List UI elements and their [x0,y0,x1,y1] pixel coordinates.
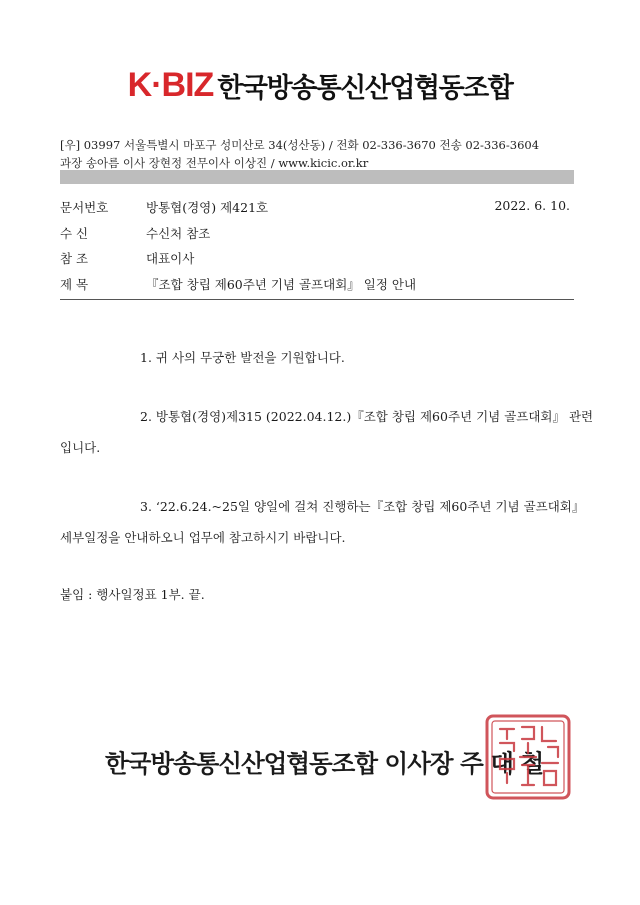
recipient-row [60,224,210,242]
paragraph-3-line-1: 3. ‘22.6.24.~25일 양일에 걸쳐 진행하는『조합 창립 제60주년 기념 골프대회』 [140,499,585,514]
document-date: 2022. 6. 10. [494,198,570,213]
kbiz-logo: K·BIZ [127,66,214,104]
reference-row [60,249,194,267]
doc-number-label: 문서번호 [60,200,109,215]
reference: 대표이사 [146,251,195,266]
signature-line: 한국방송통신산업협동조합 이사장 주 대 철 [105,749,544,778]
recipient: 수신처 참조 [146,226,211,241]
organization-name: 한국방송통신산업협동조합 [217,73,513,104]
doc-number: 방통협(경영) 제421호 [146,200,269,215]
official-seal-icon [484,713,572,801]
address-line: [우] 03997 서울특별시 마포구 성미산로 34(성산동) / 전화 02-336-3670 전송 02-336-3604 [60,138,540,152]
attachment-note: 붙임 : 행사일정표 1부. 끝. [60,587,205,602]
subject-row [60,275,416,293]
subject: 『조합 창립 제60주년 기념 골프대회』 일정 안내 [146,277,417,292]
staff-line: 과장 송아름 이사 장현정 전무이사 이상진 / www.kicic.or.kr [60,156,369,170]
paragraph-1: 1. 귀 사의 무궁한 발전을 기원합니다. [140,350,345,365]
paragraph-3-line-2: 세부일정을 안내하오니 업무에 참고하시기 바랍니다. [60,530,346,545]
paragraph-2-line-2: 입니다. [60,440,101,455]
reference-label: 참 조 [60,251,89,266]
letterhead-logo [0,66,640,105]
header-divider-band [60,170,574,184]
subject-label: 제 목 [60,277,89,292]
subject-divider [60,299,574,300]
paragraph-2-line-1: 2. 방통협(경영)제315 (2022.04.12.)『조합 창립 제60주년 기념 골프대회』 관련 [140,409,594,424]
doc-number-row [60,198,268,216]
recipient-label: 수 신 [60,226,89,241]
